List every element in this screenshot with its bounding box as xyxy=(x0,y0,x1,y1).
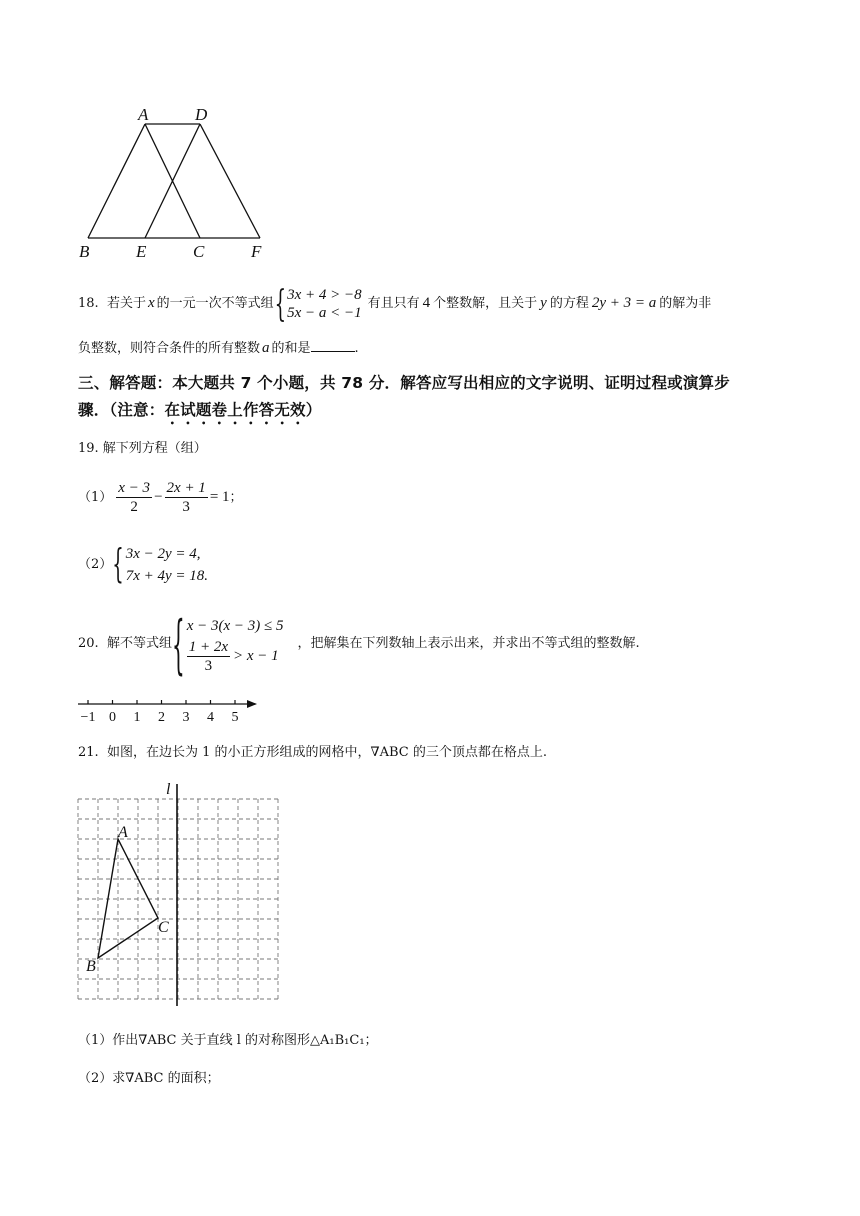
q20-fraction: $\frac{1 + 2x}{3}$ xyxy=(188,638,228,674)
fraction-1: $\frac{x - 3}{2}$ xyxy=(118,479,151,515)
axis-tick-label: 1 xyxy=(133,710,141,725)
point-label-A: A xyxy=(138,105,149,124)
q21-part2: （2）求∇ABC 的面积； xyxy=(78,1071,220,1086)
point-label-C: C xyxy=(158,919,169,936)
point-label-B: B xyxy=(79,242,90,261)
q21-line: 21. 如图，在边长为 1 的小正方形组成的网格中，∇ABC 的三个顶点都在格点上. xyxy=(78,745,547,760)
q20-line: 20. 解不等式组 { x − 3(x − 3) ≤ 5 $\frac{1 + 2x}{3}$ > x − 1 ，把解集在下列数轴上表示出来，并求出不等式组的整数解. xyxy=(78,606,640,682)
axis-tick-label: 5 xyxy=(231,710,239,725)
q18-number: 18. xyxy=(78,295,99,311)
arrow-head xyxy=(247,700,257,708)
fraction-2: $\frac{2x + 1}{3}$ xyxy=(166,479,206,515)
segment-AB xyxy=(88,124,145,238)
trapezoid-figure xyxy=(70,100,290,265)
axis-tick-label: 2 xyxy=(158,710,165,725)
segment-DF xyxy=(200,124,260,238)
point-label-A: A xyxy=(118,824,128,841)
line-label-l: l xyxy=(166,781,171,798)
q20-inequality-1: x − 3(x − 3) ≤ 5 xyxy=(186,617,284,634)
q19-part1: （1） $\frac{x - 3}{2}$ − $\frac{2x + 1}{3}$ = 1 ； xyxy=(78,479,243,515)
axis-tick-label: 0 xyxy=(109,710,116,725)
section-heading-line2: 骤．（注意：在试题卷上作答无效） xyxy=(78,401,322,419)
grid-figure xyxy=(72,780,287,1010)
answer-blank xyxy=(311,339,355,352)
triangle-ABC xyxy=(98,839,158,958)
point-label-D: D xyxy=(195,105,208,124)
q19-part2: （2） { 3x − 2y = 4, 7x + 4y = 18. xyxy=(78,540,208,590)
q19-equation-1: 3x − 2y = 4, xyxy=(125,546,201,562)
q18-line1: 18. 若关于 x 的一元一次不等式组 { 3x + 4 > −8 5x − a < −1 有且只有 4 个整数解，且关于 y 的方程 2y + 3 = a 的解为非 xyxy=(78,286,711,322)
point-label-E: E xyxy=(136,242,147,261)
q18-inequality-2: 5x − a < −1 xyxy=(287,305,362,321)
left-brace: { xyxy=(171,605,185,683)
axis-tick-label: −1 xyxy=(80,710,96,725)
axis-tick-label: 3 xyxy=(182,710,190,725)
q19-title: 19. 解下列方程（组） xyxy=(78,441,207,456)
left-brace: { xyxy=(112,542,124,589)
emphasis-text: 在试题卷上作答无效 xyxy=(164,401,306,419)
point-label-C: C xyxy=(193,242,205,261)
q21-part1: （1）作出∇ABC 关于直线 l 的对称图形△A₁B₁C₁； xyxy=(78,1033,378,1048)
q19-equation-2: 7x + 4y = 18. xyxy=(125,568,209,584)
axis-tick-label: 4 xyxy=(207,710,214,725)
section-heading: 三、解答题：本大题共 7 个小题，共 78 分．解答应写出相应的文字说明、证明过程或演算步 xyxy=(78,374,730,392)
q18-line2: 负整数，则符合条件的所有整数 a 的和是 . xyxy=(78,340,359,356)
left-brace: { xyxy=(274,284,287,327)
point-label-B: B xyxy=(86,958,96,975)
point-label-F: F xyxy=(251,242,262,261)
number-line xyxy=(74,692,264,726)
q18-inequality-1: 3x + 4 > −8 xyxy=(287,287,362,303)
q18-equation: 2y + 3 = a xyxy=(591,295,657,312)
